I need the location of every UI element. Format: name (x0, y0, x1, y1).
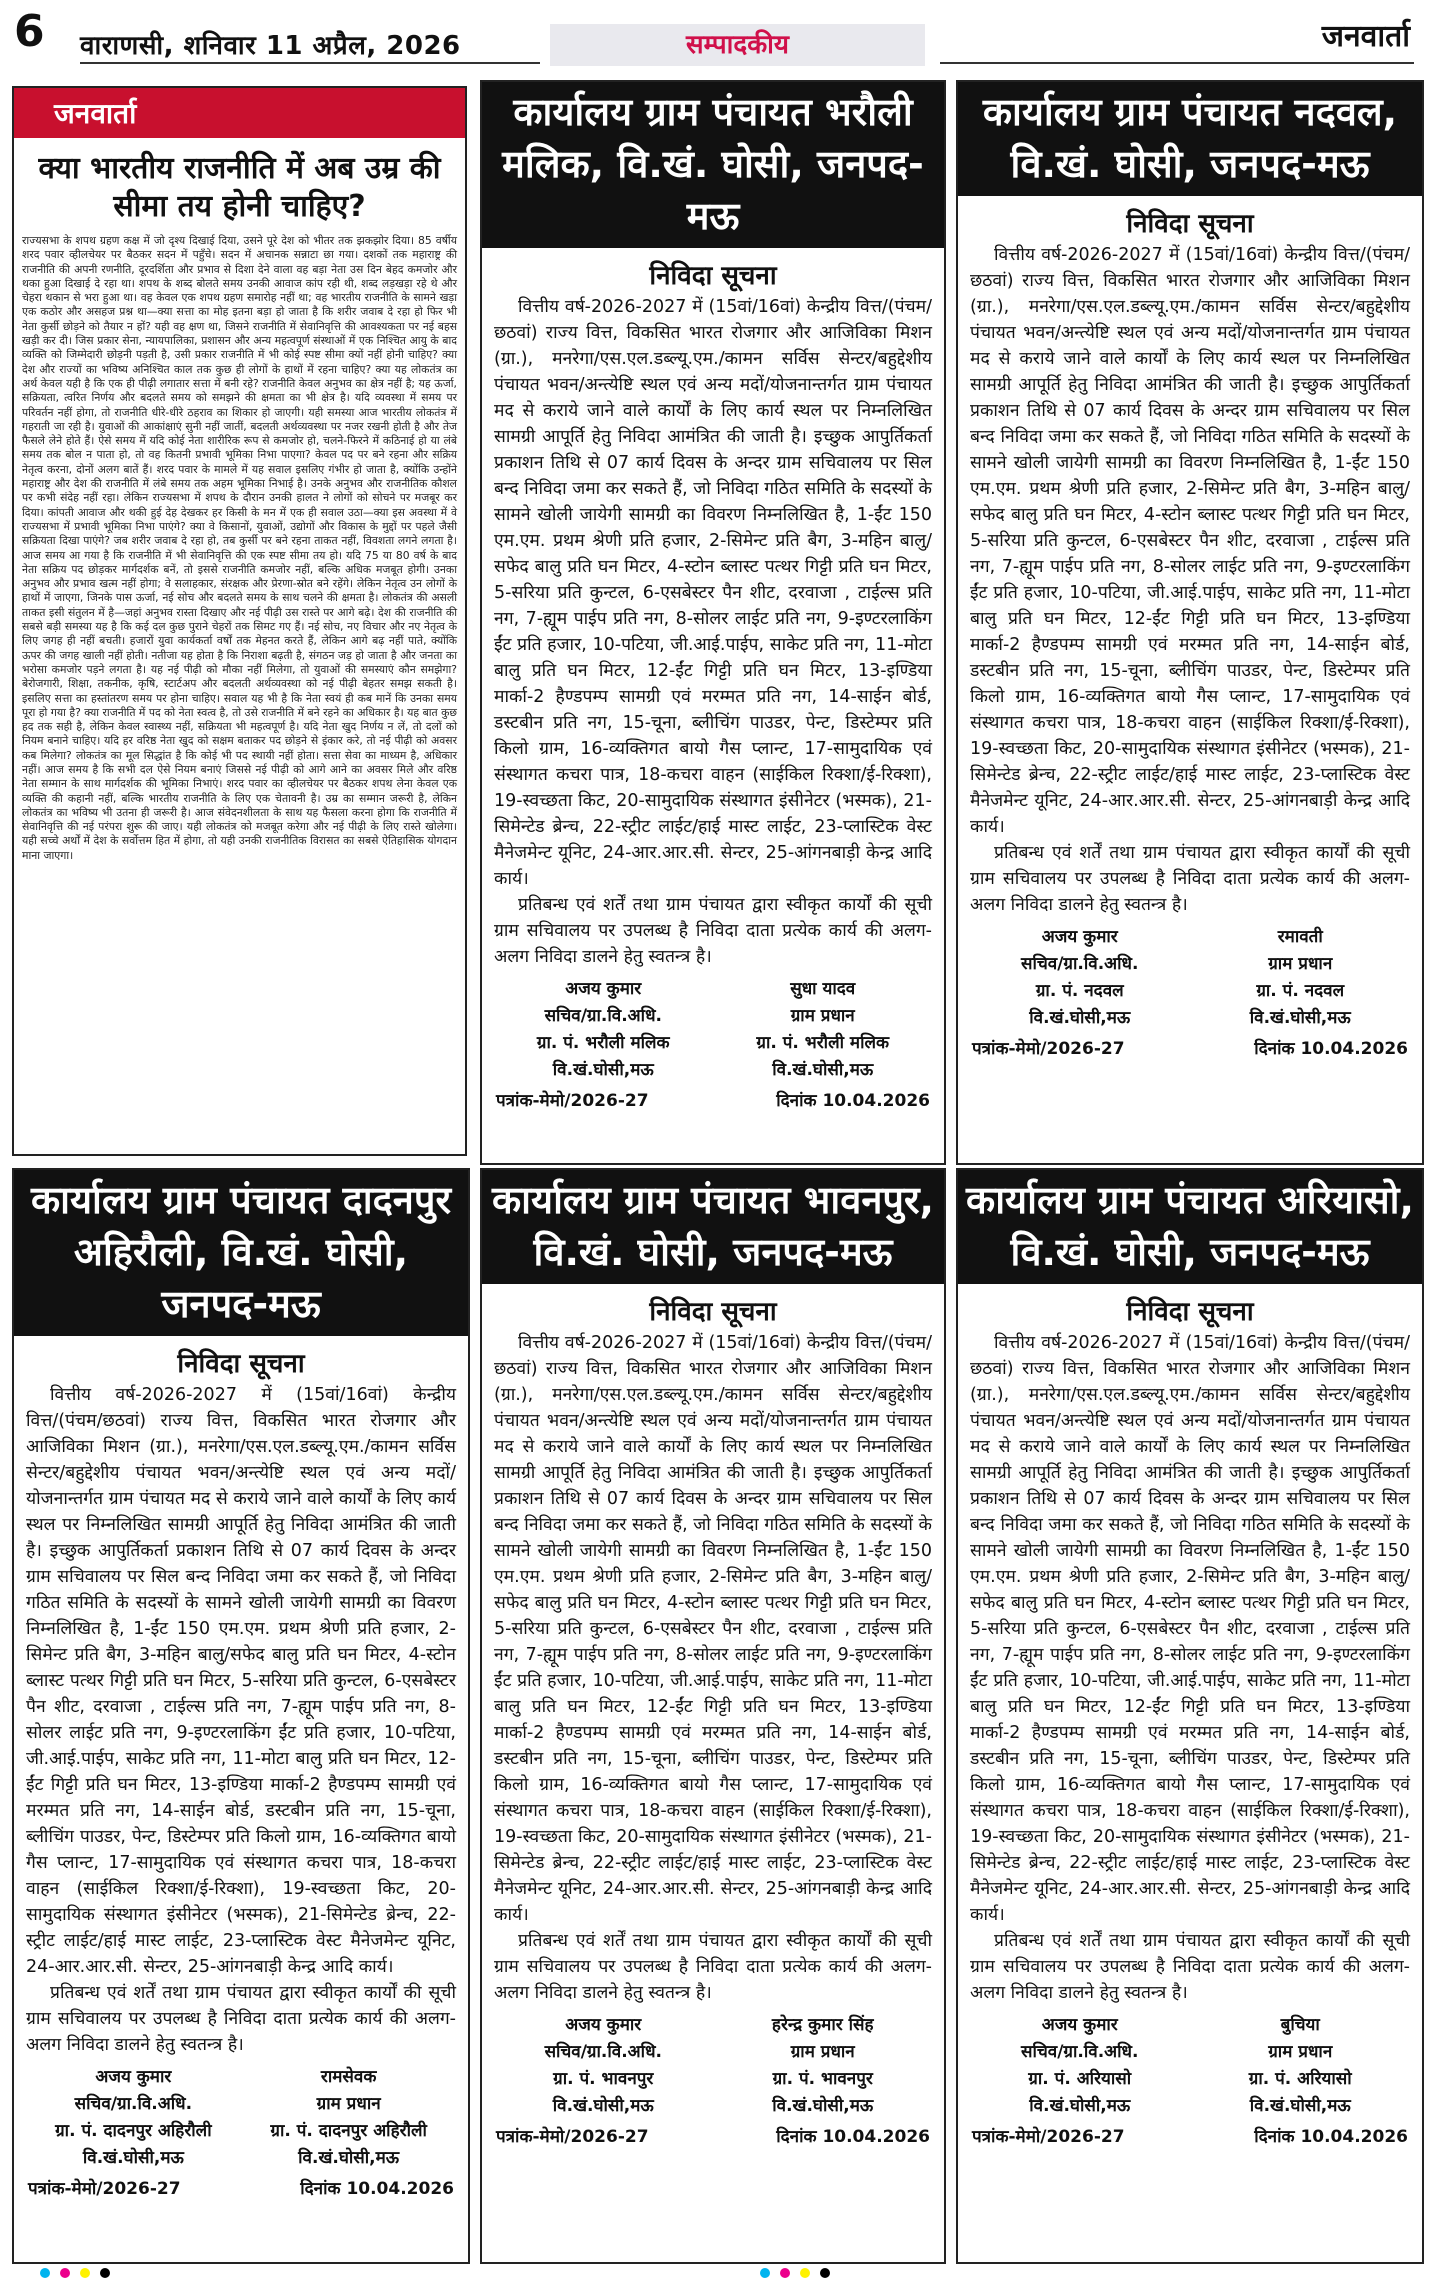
notice-title: कार्यालय ग्राम पंचायत नदवल, वि.खं. घोसी, जनपद-मऊ (958, 82, 1422, 196)
pradhan-gp: ग्रा. पं. भरौली मलिक (756, 1033, 890, 1053)
pradhan-block: वि.खं.घोसी,मऊ (1249, 2096, 1351, 2116)
secretary-name: अजय कुमार (1041, 2015, 1118, 2035)
signature-block (482, 970, 944, 1084)
pradhan-name: रमावती (1277, 927, 1323, 947)
pradhan-block: वि.खं.घोसी,मऊ (298, 2148, 400, 2168)
editorial-article (12, 86, 467, 1156)
pradhan-title: ग्राम प्रधान (316, 2094, 381, 2114)
page-header (0, 0, 1434, 74)
notice-conditions: प्रतिबन्ध एवं शर्तें तथा ग्राम पंचायत द्वारा स्वीकृत कार्यों की सूची ग्राम सचिवालय पर उपलब्ध है निविदा दाता प्रत्येक कार्य की अलग-अलग निविदा डालने हेतु स्वतन्त्र है। (26, 1983, 456, 2055)
secretary-gp: ग्रा. पं. भरौली मलिक (536, 1033, 670, 1053)
secretary-gp: ग्रा. पं. अरियासो (1028, 2069, 1132, 2089)
memo-line (958, 2120, 1422, 2147)
notice-conditions: प्रतिबन्ध एवं शर्तें तथा ग्राम पंचायत द्वारा स्वीकृत कार्यों की सूची ग्राम सचिवालय पर उपलब्ध है निविदा दाता प्रत्येक कार्य की अलग-अलग निविदा डालने हेतु स्वतन्त्र है। (494, 895, 932, 967)
notice-paragraph: वित्तीय वर्ष-2026-2027 में (15वां/16वां) केन्द्रीय वित्त/(पंचम/छठवां) राज्य वित्त, विकसित भारत रोजगार और आजिविका मिशन (ग्रा.), मनरेगा/एस.एल.डब्ल्यू.एम./कामन सर्विस सेन्टर/बहुद्देशीय पंचायत भवन/अन्त्येष्टि स्थल एवं अन्य मदों/योजनान्तर्गत ग्राम पंचायत मद से कराये जाने वाले कार्यों के लिए कार्य स्थल पर निम्नलिखित सामग्री आपूर्ति हेतु निविदा आमंत्रित की जाती है। इच्छुक आपुर्तिकर्ता प्रकाशन तिथि से 07 कार्य दिवस के अन्दर ग्राम सचिवालय पर सिल बन्द निविदा जमा कर सकते हैं, जो निविदा गठित समिति के सदस्यों के सामने खोली जायेगी सामग्री का विवरण निम्नलिखित है, 1-ईंट 150 एम.एम. प्रथम श्रेणी प्रति हजार, 2-सिमेन्ट प्रति बैग, 3-महिन बालु/सफेद बालु प्रति घन मिटर, 4-स्टोन ब्लास्ट पत्थर गिट्टी प्रति घन मिटर, 5-सरिया प्रति कुन्टल, 6-एसबेस्टर पैन शीट, दरवाजा , टाईल्स प्रति नग, 7-ह्यूम पाईप प्रति नग, 8-सोलर लाईट प्रति नग, 9-इण्टरलाकिंग ईंट प्रति हजार, 10-पटिया, जी.आई.पाईप, साकेट प्रति नग, 11-मोटा बालु प्रति घन मिटर, 12-ईंट गिट्टी प्रति घन मिटर, 13-इण्डिया मार्का-2 हैण्डपम्प सामग्री एवं मरम्मत प्रति नग, 14-साईन बोर्ड, डस्टबीन प्रति नग, 15-चूना, ब्लीचिंग पाउडर, पेन्ट, डिस्टेम्पर प्रति किलो ग्राम, 16-व्यक्तिगत बायो गैस प्लान्ट, 17-सामुदायिक एवं संस्थागत कचरा पात्र, 18-कचरा वाहन (साईकिल रिक्शा/ई-रिक्शा), 19-स्वच्छता किट, 20-सामुदायिक संस्थागत इंसीनेटर (भस्मक), 21-सिमेन्टेड ब्रेन्च, 22-स्ट्रीट लाईट/हाई मास्ट लाईट, 23-प्लास्टिक वेस्ट मैनेजमेन्ट यूनिट, 24-आर.आर.सी. सेन्टर, 25-आंगनबाड़ी केन्द्र आदि कार्य। (970, 245, 1410, 837)
notice-title: कार्यालय ग्राम पंचायत भावनपुर, वि.खं. घोसी, जनपद-मऊ (482, 1170, 944, 1284)
tender-notice (12, 1168, 470, 2264)
pradhan-name: हरेन्द्र कुमार सिंह (771, 2015, 874, 2035)
notice-title: कार्यालय ग्राम पंचायत भरौली मलिक, वि.खं. घोसी, जनपद-मऊ (482, 82, 944, 248)
secretary-signature (978, 2012, 1182, 2120)
signature-block (482, 2006, 944, 2120)
secretary-gp: ग्रा. पं. भावनपुर (553, 2069, 654, 2089)
pradhan-name: रामसेवक (320, 2067, 377, 2087)
notice-conditions: प्रतिबन्ध एवं शर्तें तथा ग्राम पंचायत द्वारा स्वीकृत कार्यों की सूची ग्राम सचिवालय पर उपलब्ध है निविदा दाता प्रत्येक कार्य की अलग-अलग निविदा डालने हेतु स्वतन्त्र है। (970, 843, 1410, 915)
secretary-name: अजय कुमार (565, 2015, 642, 2035)
memo-line (482, 2120, 944, 2147)
secretary-title: सचिव/ग्रा.वि.अधि. (544, 1006, 662, 1026)
registration-dot (40, 2268, 50, 2278)
pradhan-signature (1198, 924, 1402, 1032)
pradhan-signature (721, 2012, 924, 2120)
notice-paragraph: वित्तीय वर्ष-2026-2027 में (15वां/16वां) केन्द्रीय वित्त/(पंचम/छठवां) राज्य वित्त, विकसित भारत रोजगार और आजिविका मिशन (ग्रा.), मनरेगा/एस.एल.डब्ल्यू.एम./कामन सर्विस सेन्टर/बहुद्देशीय पंचायत भवन/अन्त्येष्टि स्थल एवं अन्य मदों/योजनान्तर्गत ग्राम पंचायत मद से कराये जाने वाले कार्यों के लिए कार्य स्थल पर निम्नलिखित सामग्री आपूर्ति हेतु निविदा आमंत्रित की जाती है। इच्छुक आपुर्तिकर्ता प्रकाशन तिथि से 07 कार्य दिवस के अन्दर ग्राम सचिवालय पर सिल बन्द निविदा जमा कर सकते हैं, जो निविदा गठित समिति के सदस्यों के सामने खोली जायेगी सामग्री का विवरण निम्नलिखित है, 1-ईंट 150 एम.एम. प्रथम श्रेणी प्रति हजार, 2-सिमेन्ट प्रति बैग, 3-महिन बालु/सफेद बालु प्रति घन मिटर, 4-स्टोन ब्लास्ट पत्थर गिट्टी प्रति घन मिटर, 5-सरिया प्रति कुन्टल, 6-एसबेस्टर पैन शीट, दरवाजा , टाईल्स प्रति नग, 7-ह्यूम पाईप प्रति नग, 8-सोलर लाईट प्रति नग, 9-इण्टरलाकिंग ईंट प्रति हजार, 10-पटिया, जी.आई.पाईप, साकेट प्रति नग, 11-मोटा बालु प्रति घन मिटर, 12-ईंट गिट्टी प्रति घन मिटर, 13-इण्डिया मार्का-2 हैण्डपम्प सामग्री एवं मरम्मत प्रति नग, 14-साईन बोर्ड, डस्टबीन प्रति नग, 15-चूना, ब्लीचिंग पाउडर, पेन्ट, डिस्टेम्पर प्रति किलो ग्राम, 16-व्यक्तिगत बायो गैस प्लान्ट, 17-सामुदायिक एवं संस्थागत कचरा पात्र, 18-कचरा वाहन (साईकिल रिक्शा/ई-रिक्शा), 19-स्वच्छता किट, 20-सामुदायिक संस्थागत इंसीनेटर (भस्मक), 21-सिमेन्टेड ब्रेन्च, 22-स्ट्रीट लाईट/हाई मास्ट लाईट, 23-प्लास्टिक वेस्ट मैनेजमेन्ट यूनिट, 24-आर.आर.सी. सेन्टर, 25-आंगनबाड़ी केन्द्र आदि कार्य। (494, 1333, 932, 1925)
secretary-block: वि.खं.घोसी,मऊ (1029, 2096, 1131, 2116)
pradhan-title: ग्राम प्रधान (1268, 2042, 1333, 2062)
header-rule-left (80, 62, 540, 64)
memo-line (14, 2172, 468, 2199)
registration-dot (60, 2268, 70, 2278)
notice-body (958, 1330, 1422, 2006)
secretary-gp: ग्रा. पं. नदवल (1035, 981, 1124, 1001)
notice-subtitle: निविदा सूचना (177, 1349, 305, 1379)
pradhan-block: वि.खं.घोसी,मऊ (772, 1060, 874, 1080)
memo-line (958, 1032, 1422, 1059)
secretary-title: सचिव/ग्रा.वि.अधि. (544, 2042, 662, 2062)
tender-notice (480, 1168, 946, 2264)
pradhan-title: ग्राम प्रधान (790, 1006, 855, 1026)
header-rule-right (940, 62, 1414, 64)
pradhan-title: ग्राम प्रधान (790, 2042, 855, 2062)
pradhan-gp: ग्रा. पं. नदवल (1256, 981, 1345, 1001)
memo-date: दिनांक 10.04.2026 (776, 1091, 930, 1111)
memo-date: दिनांक 10.04.2026 (300, 2179, 454, 2199)
secretary-block: वि.खं.घोसी,मऊ (82, 2148, 184, 2168)
secretary-signature (502, 2012, 705, 2120)
notice-subtitle: निविदा सूचना (649, 261, 777, 291)
secretary-name: अजय कुमार (95, 2067, 172, 2087)
secretary-block: वि.खं.घोसी,मऊ (552, 2096, 654, 2116)
secretary-title: सचिव/ग्रा.वि.अधि. (74, 2094, 193, 2114)
memo-number: पत्रांक-मेमो/2026-27 (496, 2127, 649, 2147)
secretary-block: वि.खं.घोसी,मऊ (1029, 1008, 1131, 1028)
signature-block (14, 2058, 468, 2172)
registration-dot (80, 2268, 90, 2278)
secretary-signature (34, 2064, 233, 2172)
article-body: राज्यसभा के शपथ ग्रहण कक्ष में जो दृश्य दिखाई दिया, उसने पूरे देश को भीतर तक झकझोर दिया। 85 वर्षीय शरद पवार व्हीलचेयर पर बैठकर सदन में पहुँचे। सदन में अचानक सन्नाटा छा गया। दशकों तक महाराष्ट्र की राजनीति की अपनी रणनीति, दूरदर्शिता और प्रभाव से दिशा देने वाला वह बड़ा नेता उस दिन बेहद कमजोर और थका हुआ दिखाई दे रहा था। शपथ के शब्द बोलते समय उनकी आवाज कांप रही थी, शब्द लड़खड़ा रहे थे और चेहरा थकान से भरा हुआ था। वह केवल एक शपथ ग्रहण समारोह नहीं था; वह भारतीय राजनीति के सामने खड़ा एक कठोर और असहज प्रश्न था—क्या सत्ता का मोह इतना बड़ा हो जाता है कि शरीर जवाब दे रहा हो फिर भी नेता कुर्सी छोड़ने को तैयार न हों? यही वह क्षण था, जिसने राजनीति में सेवानिवृत्ति की आवश्यकता पर नई बहस खड़ी कर दी। जिस प्रकार सेना, न्यायपालिका, प्रशासन और अन्य महत्वपूर्ण संस्थाओं में एक निश्चित आयु के बाद व्यक्ति को जिम्मेदारी छोड़नी पड़ती है, उसी प्रकार राजनीति में भी कोई स्पष्ट सीमा क्यों नहीं होनी चाहिए? क्या देश और राज्यों का भविष्य अनिश्चित काल तक कुछ ही लोगों के हाथों में रहना चाहिए? क्या यह लोकतंत्र का अर्थ केवल यही है कि एक ही पीढ़ी लगातार सत्ता में बनी रहे? राजनीति केवल अनुभव का क्षेत्र नहीं है; यह ऊर्जा, सक्रियता, त्वरित निर्णय और बदलते समय को समझने की क्षमता का भी क्षेत्र है। यदि व्यवस्था में समय पर परिवर्तन नहीं होगा, तो राजनीति धीरे-धीरे ठहराव का शिकार हो जाएगी। यही समस्या आज भारतीय लोकतंत्र में गहराती जा रही है। युवाओं की आकांक्षाएं सुनी नहीं जातीं, बदलती अर्थव्यवस्था पर नजर रखनी होती है और तेज फैसले लेने होते हैं। ऐसे समय में यदि कोई नेता शारीरिक रूप से कमजोर हो, चलने-फिरने में कठिनाई हो या लंबे समय तक बोल न पाता हो, तो वह कितनी प्रभावी भूमिका निभा पाएगा? केवल पद पर बने रहना और सक्रिय नेतृत्व करना, दोनों अलग बातें हैं। शरद पवार के मामले में यह सवाल इसलिए गंभीर हो जाता है, क्योंकि उन्होंने महाराष्ट्र और देश की राजनीति में लंबे समय तक अहम भूमिका निभाई है। उनके अनुभव और राजनीतिक कौशल पर कभी संदेह नहीं रहा। लेकिन राज्यसभा में शपथ के दौरान उनकी हालत ने लोगों को सोचने पर मजबूर कर दिया। कांपती आवाज और थकी हुई देह देखकर हर किसी के मन में एक ही सवाल उठा—क्या इस अवस्था में वे राज्यसभा में प्रभावी भूमिका निभा पाएंगे? क्या वे किसानों, युवाओं, उद्योगों और विकास के मुद्दों पर पहले जैसी सक्रियता दिखा पाएंगे? जब शरीर जवाब दे रहा हो, तब कुर्सी पर बने रहना ताकत नहीं, विवशता लगने लगता है। आज समय आ गया है कि राजनीति में भी सेवानिवृत्ति की एक स्पष्ट सीमा तय हो। यदि 75 या 80 वर्ष के बाद नेता सक्रिय पद छोड़कर मार्गदर्शक बनें, तो इससे राजनीति कमजोर नहीं, बल्कि अधिक मजबूत होगी। उनका अनुभव और प्रभाव खत्म नहीं होगा; वे सलाहकार, संरक्षक और प्रेरणा-स्रोत बने रहेंगे। लेकिन नेतृत्व उन लोगों के हाथों में जाएगा, जिनके पास ऊर्जा, नई सोच और बदलते समय के साथ चलने की क्षमता है। लोकतंत्र की असली ताकत इसी संतुलन में है—जहां अनुभव रास्ता दिखाए और नई पीढ़ी उस रास्ते पर आगे बढ़े। देश की राजनीति की सबसे बड़ी समस्या यह है कि कई दल कुछ पुराने चेहरों तक सिमट गए हैं। नई सोच, नए विचार और नए नेतृत्व के लिए जगह ही नहीं बचती। हजारों युवा कार्यकर्ता वर्षों तक मेहनत करते हैं, लेकिन आगे बढ़ नहीं पाते, क्योंकि ऊपर की जगह खाली नहीं होती। नतीजा यह होता है कि निराशा बढ़ती है, संगठन जड़ हो जाता है और जनता का भरोसा कमजोर पड़ने लगता है। यह नई पीढ़ी को मौका नहीं मिलेगा, तो युवाओं की समस्याएं कौन समझेगा? बेरोजगारी, शिक्षा, तकनीक, कृषि, स्टार्टअप और बदलती अर्थव्यवस्था को नई पीढ़ी बेहतर समझ सकती है। इसलिए सत्ता का हस्तांतरण समय पर होना चाहिए। सवाल यह भी है कि नेता स्वयं ही कब मानें कि उनका समय पूरा हो गया है? क्या राजनीति में पद को नेता स्वत्व है, तो उसे राजनीति में बने रहने का अधिकार है। यह बात कुछ हद तक सही है, लेकिन केवल स्वास्थ्य नहीं, सक्रियता भी महत्वपूर्ण है। यदि नेता खुद निर्णय न लें, तो दलों को नियम बनाने चाहिए। यदि हर वरिष्ठ नेता खुद को सक्षम बताकर पद छोड़ने से इंकार करे, तो नई पीढ़ी को अवसर कब मिलेगा? लोकतंत्र का मूल सिद्धांत है कि कोई भी पद स्थायी नहीं होता। सत्ता सेवा का माध्यम है, अधिकार नहीं। आज समय है कि सभी दल ऐसे नियम बनाएं जिससे नई पीढ़ी को आगे आने का अवसर मिले और वरिष्ठ नेता सम्मान के साथ मार्गदर्शक की भूमिका निभाएं। शरद पवार का व्हीलचेयर पर बैठकर शपथ लेना केवल एक व्यक्ति की कहानी नहीं, बल्कि भारतीय राजनीति के लिए एक चेतावनी है। उम्र का सम्मान जरूरी है, लेकिन लोकतंत्र का भविष्य भी उतना ही जरूरी है। आज संवेदनशीलता के साथ यह फैसला करना होगा कि राजनीति में सेवानिवृत्ति की नई परंपरा शुरू की जाए। यही लोकतंत्र को मजबूत करेगा और नई पीढ़ी के लिए रास्ते खोलेगा। यही सच्चे अर्थों में देश के सर्वोत्तम हित में होगा, तो यही उनकी राजनीतिक विरासत का सबसे ऐतिहासिक योगदान माना जाएगा। (22, 234, 457, 862)
pradhan-block: वि.खं.घोसी,मऊ (772, 2096, 874, 2116)
pradhan-name: सुधा यादव (790, 979, 856, 999)
secretary-block: वि.खं.घोसी,मऊ (552, 1060, 654, 1080)
notice-paragraph: वित्तीय वर्ष-2026-2027 में (15वां/16वां) केन्द्रीय वित्त/(पंचम/छठवां) राज्य वित्त, विकसित भारत रोजगार और आजिविका मिशन (ग्रा.), मनरेगा/एस.एल.डब्ल्यू.एम./कामन सर्विस सेन्टर/बहुद्देशीय पंचायत भवन/अन्त्येष्टि स्थल एवं अन्य मदों/योजनान्तर्गत ग्राम पंचायत मद से कराये जाने वाले कार्यों के लिए कार्य स्थल पर निम्नलिखित सामग्री आपूर्ति हेतु निविदा आमंत्रित की जाती है। इच्छुक आपुर्तिकर्ता प्रकाशन तिथि से 07 कार्य दिवस के अन्दर ग्राम सचिवालय पर सिल बन्द निविदा जमा कर सकते हैं, जो निविदा गठित समिति के सदस्यों के सामने खोली जायेगी सामग्री का विवरण निम्नलिखित है, 1-ईंट 150 एम.एम. प्रथम श्रेणी प्रति हजार, 2-सिमेन्ट प्रति बैग, 3-महिन बालु/सफेद बालु प्रति घन मिटर, 4-स्टोन ब्लास्ट पत्थर गिट्टी प्रति घन मिटर, 5-सरिया प्रति कुन्टल, 6-एसबेस्टर पैन शीट, दरवाजा , टाईल्स प्रति नग, 7-ह्यूम पाईप प्रति नग, 8-सोलर लाईट प्रति नग, 9-इण्टरलाकिंग ईंट प्रति हजार, 10-पटिया, जी.आई.पाईप, साकेट प्रति नग, 11-मोटा बालु प्रति घन मिटर, 12-ईंट गिट्टी प्रति घन मिटर, 13-इण्डिया मार्का-2 हैण्डपम्प सामग्री एवं मरम्मत प्रति नग, 14-साईन बोर्ड, डस्टबीन प्रति नग, 15-चूना, ब्लीचिंग पाउडर, पेन्ट, डिस्टेम्पर प्रति किलो ग्राम, 16-व्यक्तिगत बायो गैस प्लान्ट, 17-सामुदायिक एवं संस्थागत कचरा पात्र, 18-कचरा वाहन (साईकिल रिक्शा/ई-रिक्शा), 19-स्वच्छता किट, 20-सामुदायिक संस्थागत इंसीनेटर (भस्मक), 21-सिमेन्टेड ब्रेन्च, 22-स्ट्रीट लाईट/हाई मास्ट लाईट, 23-प्लास्टिक वेस्ट मैनेजमेन्ट यूनिट, 24-आर.आर.सी. सेन्टर, 25-आंगनबाड़ी केन्द्र आदि कार्य। (26, 1385, 456, 1977)
secretary-title: सचिव/ग्रा.वि.अधि. (1021, 2042, 1139, 2062)
secretary-signature (502, 976, 705, 1084)
dateline: वाराणसी, शनिवार 11 अप्रैल, 2026 (80, 31, 461, 61)
notice-subtitle: निविदा सूचना (1126, 1297, 1254, 1327)
notice-conditions: प्रतिबन्ध एवं शर्तें तथा ग्राम पंचायत द्वारा स्वीकृत कार्यों की सूची ग्राम सचिवालय पर उपलब्ध है निविदा दाता प्रत्येक कार्य की अलग-अलग निविदा डालने हेतु स्वतन्त्र है। (494, 1931, 932, 2003)
secretary-name: अजय कुमार (565, 979, 642, 999)
secretary-title: सचिव/ग्रा.वि.अधि. (1021, 954, 1139, 974)
notice-body (482, 1330, 944, 2006)
pradhan-signature (1198, 2012, 1402, 2120)
tender-notice (956, 1168, 1424, 2264)
tender-notice (956, 80, 1424, 1165)
memo-date: दिनांक 10.04.2026 (1254, 2127, 1408, 2147)
memo-date: दिनांक 10.04.2026 (1254, 1039, 1408, 1059)
article-title: क्या भारतीय राजनीति में अब उम्र की सीमा तय होनी चाहिए? (38, 151, 441, 224)
signature-block (958, 918, 1422, 1032)
notice-title: कार्यालय ग्राम पंचायत अरियासो, वि.खं. घोसी, जनपद-मऊ (958, 1170, 1422, 1284)
memo-number: पत्रांक-मेमो/2026-27 (972, 1039, 1125, 1059)
notice-body (482, 294, 944, 970)
secretary-name: अजय कुमार (1041, 927, 1118, 947)
pradhan-signature (249, 2064, 448, 2172)
memo-line (482, 1084, 944, 1111)
pradhan-signature (721, 976, 924, 1084)
notice-subtitle: निविदा सूचना (649, 1297, 777, 1327)
page-number: 6 (14, 6, 45, 57)
notice-paragraph: वित्तीय वर्ष-2026-2027 में (15वां/16वां) केन्द्रीय वित्त/(पंचम/छठवां) राज्य वित्त, विकसित भारत रोजगार और आजिविका मिशन (ग्रा.), मनरेगा/एस.एल.डब्ल्यू.एम./कामन सर्विस सेन्टर/बहुद्देशीय पंचायत भवन/अन्त्येष्टि स्थल एवं अन्य मदों/योजनान्तर्गत ग्राम पंचायत मद से कराये जाने वाले कार्यों के लिए कार्य स्थल पर निम्नलिखित सामग्री आपूर्ति हेतु निविदा आमंत्रित की जाती है। इच्छुक आपुर्तिकर्ता प्रकाशन तिथि से 07 कार्य दिवस के अन्दर ग्राम सचिवालय पर सिल बन्द निविदा जमा कर सकते हैं, जो निविदा गठित समिति के सदस्यों के सामने खोली जायेगी सामग्री का विवरण निम्नलिखित है, 1-ईंट 150 एम.एम. प्रथम श्रेणी प्रति हजार, 2-सिमेन्ट प्रति बैग, 3-महिन बालु/सफेद बालु प्रति घन मिटर, 4-स्टोन ब्लास्ट पत्थर गिट्टी प्रति घन मिटर, 5-सरिया प्रति कुन्टल, 6-एसबेस्टर पैन शीट, दरवाजा , टाईल्स प्रति नग, 7-ह्यूम पाईप प्रति नग, 8-सोलर लाईट प्रति नग, 9-इण्टरलाकिंग ईंट प्रति हजार, 10-पटिया, जी.आई.पाईप, साकेट प्रति नग, 11-मोटा बालु प्रति घन मिटर, 12-ईंट गिट्टी प्रति घन मिटर, 13-इण्डिया मार्का-2 हैण्डपम्प सामग्री एवं मरम्मत प्रति नग, 14-साईन बोर्ड, डस्टबीन प्रति नग, 15-चूना, ब्लीचिंग पाउडर, पेन्ट, डिस्टेम्पर प्रति किलो ग्राम, 16-व्यक्तिगत बायो गैस प्लान्ट, 17-सामुदायिक एवं संस्थागत कचरा पात्र, 18-कचरा वाहन (साईकिल रिक्शा/ई-रिक्शा), 19-स्वच्छता किट, 20-सामुदायिक संस्थागत इंसीनेटर (भस्मक), 21-सिमेन्टेड ब्रेन्च, 22-स्ट्रीट लाईट/हाई मास्ट लाईट, 23-प्लास्टिक वेस्ट मैनेजमेन्ट यूनिट, 24-आर.आर.सी. सेन्टर, 25-आंगनबाड़ी केन्द्र आदि कार्य। (494, 297, 932, 889)
registration-dot (760, 2268, 770, 2278)
registration-dot (100, 2268, 110, 2278)
memo-number: पत्रांक-मेमो/2026-27 (28, 2179, 181, 2199)
pradhan-gp: ग्रा. पं. दादनपुर अहिरौली (270, 2121, 427, 2141)
pradhan-name: बुचिया (1280, 2015, 1320, 2035)
print-registration-marks (0, 2266, 1434, 2278)
notice-conditions: प्रतिबन्ध एवं शर्तें तथा ग्राम पंचायत द्वारा स्वीकृत कार्यों की सूची ग्राम सचिवालय पर उपलब्ध है निविदा दाता प्रत्येक कार्य की अलग-अलग निविदा डालने हेतु स्वतन्त्र है। (970, 1931, 1410, 2003)
memo-date: दिनांक 10.04.2026 (776, 2127, 930, 2147)
notice-subtitle: निविदा सूचना (1126, 209, 1254, 239)
pradhan-gp: ग्रा. पं. भावनपुर (772, 2069, 873, 2089)
memo-number: पत्रांक-मेमो/2026-27 (972, 2127, 1125, 2147)
pradhan-title: ग्राम प्रधान (1268, 954, 1333, 974)
secretary-gp: ग्रा. पं. दादनपुर अहिरौली (55, 2121, 212, 2141)
registration-dot (820, 2268, 830, 2278)
pradhan-gp: ग्रा. पं. अरियासो (1248, 2069, 1352, 2089)
registration-dot (800, 2268, 810, 2278)
signature-block (958, 2006, 1422, 2120)
memo-number: पत्रांक-मेमो/2026-27 (496, 1091, 649, 1111)
notice-paragraph: वित्तीय वर्ष-2026-2027 में (15वां/16वां) केन्द्रीय वित्त/(पंचम/छठवां) राज्य वित्त, विकसित भारत रोजगार और आजिविका मिशन (ग्रा.), मनरेगा/एस.एल.डब्ल्यू.एम./कामन सर्विस सेन्टर/बहुद्देशीय पंचायत भवन/अन्त्येष्टि स्थल एवं अन्य मदों/योजनान्तर्गत ग्राम पंचायत मद से कराये जाने वाले कार्यों के लिए कार्य स्थल पर निम्नलिखित सामग्री आपूर्ति हेतु निविदा आमंत्रित की जाती है। इच्छुक आपुर्तिकर्ता प्रकाशन तिथि से 07 कार्य दिवस के अन्दर ग्राम सचिवालय पर सिल बन्द निविदा जमा कर सकते हैं, जो निविदा गठित समिति के सदस्यों के सामने खोली जायेगी सामग्री का विवरण निम्नलिखित है, 1-ईंट 150 एम.एम. प्रथम श्रेणी प्रति हजार, 2-सिमेन्ट प्रति बैग, 3-महिन बालु/सफेद बालु प्रति घन मिटर, 4-स्टोन ब्लास्ट पत्थर गिट्टी प्रति घन मिटर, 5-सरिया प्रति कुन्टल, 6-एसबेस्टर पैन शीट, दरवाजा , टाईल्स प्रति नग, 7-ह्यूम पाईप प्रति नग, 8-सोलर लाईट प्रति नग, 9-इण्टरलाकिंग ईंट प्रति हजार, 10-पटिया, जी.आई.पाईप, साकेट प्रति नग, 11-मोटा बालु प्रति घन मिटर, 12-ईंट गिट्टी प्रति घन मिटर, 13-इण्डिया मार्का-2 हैण्डपम्प सामग्री एवं मरम्मत प्रति नग, 14-साईन बोर्ड, डस्टबीन प्रति नग, 15-चूना, ब्लीचिंग पाउडर, पेन्ट, डिस्टेम्पर प्रति किलो ग्राम, 16-व्यक्तिगत बायो गैस प्लान्ट, 17-सामुदायिक एवं संस्थागत कचरा पात्र, 18-कचरा वाहन (साईकिल रिक्शा/ई-रिक्शा), 19-स्वच्छता किट, 20-सामुदायिक संस्थागत इंसीनेटर (भस्मक), 21-सिमेन्टेड ब्रेन्च, 22-स्ट्रीट लाईट/हाई मास्ट लाईट, 23-प्लास्टिक वेस्ट मैनेजमेन्ट यूनिट, 24-आर.आर.सी. सेन्टर, 25-आंगनबाड़ी केन्द्र आदि कार्य। (970, 1333, 1410, 1925)
brand-name: जनवार्ता (1321, 19, 1410, 54)
article-label: जनवार्ता (14, 88, 465, 138)
section-label: सम्पादकीय (550, 24, 925, 66)
notice-body (14, 1382, 468, 2058)
notice-body (958, 242, 1422, 918)
notice-title: कार्यालय ग्राम पंचायत दादनपुर अहिरौली, वि.खं. घोसी, जनपद-मऊ (14, 1170, 468, 1336)
pradhan-block: वि.खं.घोसी,मऊ (1249, 1008, 1351, 1028)
secretary-signature (978, 924, 1182, 1032)
registration-dot (780, 2268, 790, 2278)
tender-notice (480, 80, 946, 1165)
